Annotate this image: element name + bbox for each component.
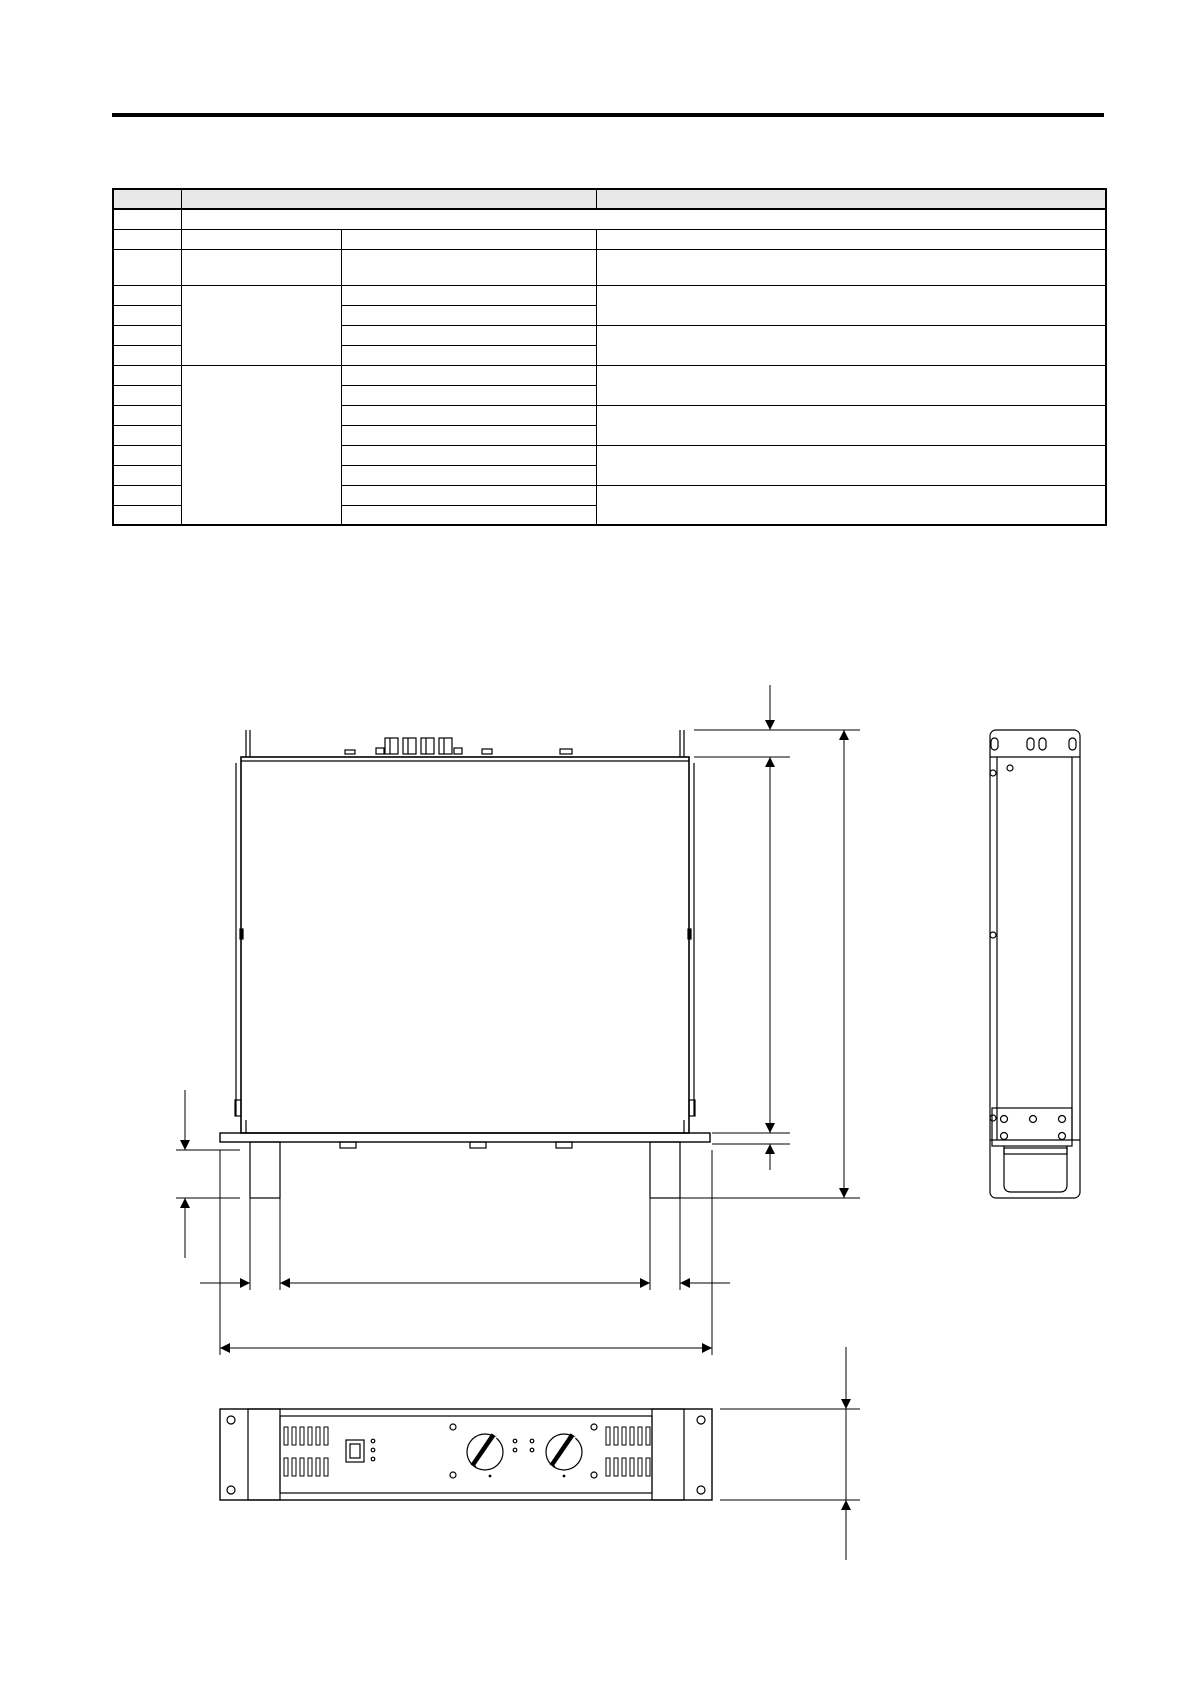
gain-knob-a xyxy=(467,1434,503,1470)
power-switch xyxy=(346,1440,364,1462)
rack-panel xyxy=(220,1409,712,1500)
vent-left xyxy=(284,1427,328,1476)
vent-right xyxy=(606,1427,650,1476)
dimension-lines xyxy=(176,685,860,1560)
handle-right xyxy=(652,1409,684,1500)
gain-knob-b xyxy=(546,1434,582,1470)
foot-right xyxy=(650,1142,680,1198)
rear-panel-knobs xyxy=(345,738,572,754)
handle-left xyxy=(248,1409,280,1500)
chassis-top xyxy=(241,757,689,1133)
front-view xyxy=(220,1409,712,1500)
side-view xyxy=(990,730,1080,1198)
top-view xyxy=(220,730,710,1198)
foot-left xyxy=(250,1142,280,1198)
